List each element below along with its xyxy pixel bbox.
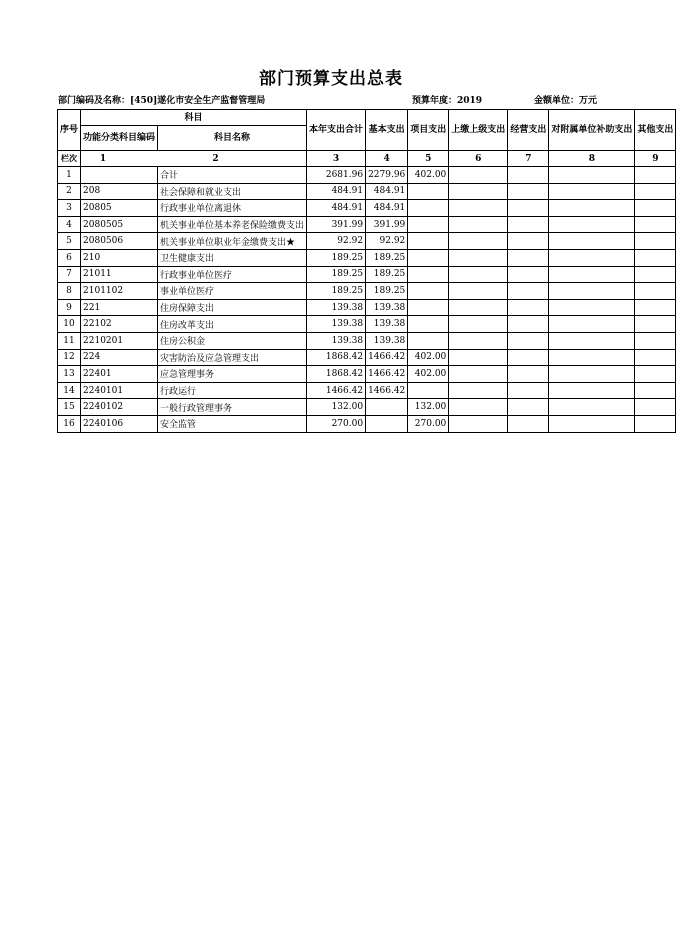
col-index: 3: [307, 151, 366, 167]
cell-upper: [449, 332, 508, 349]
cell-operating: [508, 249, 549, 266]
cell-project: [408, 316, 449, 333]
cell-project: [408, 183, 449, 200]
cell-project: [408, 332, 449, 349]
cell-name: 事业单位医疗: [158, 283, 307, 300]
cell-seq: 2: [58, 183, 81, 200]
header-subsidy: 对附属单位补助支出: [549, 110, 635, 151]
cell-total: 189.25: [307, 283, 366, 300]
cell-upper: [449, 167, 508, 184]
cell-name: 住房改革支出: [158, 316, 307, 333]
cell-seq: 11: [58, 332, 81, 349]
cell-subsidy: [549, 399, 635, 416]
cell-subsidy: [549, 216, 635, 233]
cell-seq: 8: [58, 283, 81, 300]
col-index-label: 栏次: [58, 151, 81, 167]
cell-operating: [508, 316, 549, 333]
table-row: [58, 366, 676, 383]
table-row: [58, 216, 676, 233]
cell-code: 2080505: [81, 216, 158, 233]
cell-operating: [508, 415, 549, 432]
cell-subsidy: [549, 266, 635, 283]
cell-upper: [449, 299, 508, 316]
cell-basic: 139.38: [366, 299, 408, 316]
cell-operating: [508, 382, 549, 399]
table-row: [58, 233, 676, 250]
cell-other: [635, 316, 676, 333]
table-row: [58, 299, 676, 316]
cell-other: [635, 233, 676, 250]
cell-name: 行政运行: [158, 382, 307, 399]
cell-seq: 9: [58, 299, 81, 316]
cell-code: 2210201: [81, 332, 158, 349]
cell-total: 132.00: [307, 399, 366, 416]
cell-total: 391.99: [307, 216, 366, 233]
cell-other: [635, 167, 676, 184]
amount-unit-label: 金额单位：万元: [534, 96, 598, 106]
cell-project: 270.00: [408, 415, 449, 432]
cell-basic: 189.25: [366, 283, 408, 300]
cell-name: 安全监管: [158, 415, 307, 432]
cell-total: 139.38: [307, 316, 366, 333]
table-row: [58, 266, 676, 283]
cell-subsidy: [549, 183, 635, 200]
cell-basic: 484.91: [366, 183, 408, 200]
cell-subsidy: [549, 316, 635, 333]
cell-name: 合计: [158, 167, 307, 184]
cell-total: 92.92: [307, 233, 366, 250]
cell-seq: 14: [58, 382, 81, 399]
cell-project: [408, 200, 449, 217]
cell-other: [635, 283, 676, 300]
cell-basic: 92.92: [366, 233, 408, 250]
cell-basic: 1466.42: [366, 349, 408, 366]
cell-code: 22401: [81, 366, 158, 383]
cell-subsidy: [549, 332, 635, 349]
cell-operating: [508, 299, 549, 316]
cell-project: 402.00: [408, 366, 449, 383]
cell-other: [635, 399, 676, 416]
cell-other: [635, 366, 676, 383]
col-index: 1: [99, 153, 107, 164]
cell-project: 402.00: [408, 349, 449, 366]
col-index: 9: [635, 151, 676, 167]
header-seq: 序号: [58, 110, 81, 151]
cell-basic: 391.99: [366, 216, 408, 233]
cell-code: 208: [81, 183, 158, 200]
cell-upper: [449, 349, 508, 366]
cell-other: [635, 200, 676, 217]
cell-total: 139.38: [307, 332, 366, 349]
page-title: 部门预算支出总表: [259, 69, 403, 89]
header-upper: 上缴上级支出: [449, 110, 508, 151]
cell-name: 行政事业单位医疗: [158, 266, 307, 283]
cell-upper: [449, 216, 508, 233]
cell-operating: [508, 332, 549, 349]
cell-code: 2080506: [81, 233, 158, 250]
cell-project: [408, 382, 449, 399]
col-index: 5: [408, 151, 449, 167]
cell-other: [635, 349, 676, 366]
cell-code: 2240101: [81, 382, 158, 399]
header-project: 项目支出: [408, 110, 449, 151]
cell-total: 2681.96: [307, 167, 366, 184]
cell-name: 机关事业单位基本养老保险缴费支出: [158, 216, 307, 233]
cell-code: 2240106: [81, 415, 158, 432]
col-index: 8: [549, 151, 635, 167]
cell-operating: [508, 200, 549, 217]
table-body: [58, 167, 676, 433]
cell-basic: 139.38: [366, 332, 408, 349]
budget-year-label: 预算年度：2019: [412, 96, 483, 106]
cell-seq: 6: [58, 249, 81, 266]
cell-operating: [508, 366, 549, 383]
cell-code: 22102: [81, 316, 158, 333]
header-code: 功能分类科目编码: [81, 126, 158, 151]
table-row: [58, 183, 676, 200]
cell-name: 机关事业单位职业年金缴费支出★: [158, 233, 307, 250]
cell-seq: 12: [58, 349, 81, 366]
cell-basic: [366, 415, 408, 432]
cell-code: 224: [81, 349, 158, 366]
cell-code: 2240102: [81, 399, 158, 416]
cell-upper: [449, 200, 508, 217]
table-row: [58, 200, 676, 217]
cell-name: 住房保障支出: [158, 299, 307, 316]
cell-code: 221: [81, 299, 158, 316]
cell-code: 20805: [81, 200, 158, 217]
cell-other: [635, 183, 676, 200]
cell-basic: 189.25: [366, 266, 408, 283]
department-label: 部门编码及名称：[450]遂化市安全生产监督管理局: [58, 96, 266, 106]
cell-seq: 3: [58, 200, 81, 217]
col-index: 7: [508, 151, 549, 167]
cell-total: 484.91: [307, 200, 366, 217]
cell-upper: [449, 415, 508, 432]
cell-total: 1466.42: [307, 382, 366, 399]
cell-other: [635, 266, 676, 283]
cell-subsidy: [549, 283, 635, 300]
cell-code: 210: [81, 249, 158, 266]
header-other: 其他支出: [635, 110, 676, 151]
header-operating: 经营支出: [508, 110, 549, 151]
cell-project: [408, 266, 449, 283]
cell-total: 1868.42: [307, 366, 366, 383]
cell-subsidy: [549, 382, 635, 399]
col-index: 6: [449, 151, 508, 167]
cell-upper: [449, 233, 508, 250]
cell-other: [635, 415, 676, 432]
cell-upper: [449, 249, 508, 266]
table-row: [58, 249, 676, 266]
table-row: [58, 332, 676, 349]
cell-name: 住房公积金: [158, 332, 307, 349]
table-row: [58, 399, 676, 416]
cell-name: 社会保障和就业支出: [158, 183, 307, 200]
cell-operating: [508, 283, 549, 300]
header-basic: 基本支出: [366, 110, 408, 151]
cell-seq: 10: [58, 316, 81, 333]
cell-other: [635, 249, 676, 266]
cell-project: [408, 283, 449, 300]
cell-subsidy: [549, 249, 635, 266]
cell-seq: 5: [58, 233, 81, 250]
header-name: 科目名称: [158, 126, 307, 151]
cell-total: 189.25: [307, 249, 366, 266]
cell-name: 应急管理事务: [158, 366, 307, 383]
cell-code: 2101102: [81, 283, 158, 300]
cell-other: [635, 216, 676, 233]
cell-subsidy: [549, 299, 635, 316]
table-row: [58, 415, 676, 432]
cell-operating: [508, 349, 549, 366]
cell-upper: [449, 366, 508, 383]
cell-upper: [449, 266, 508, 283]
cell-seq: 13: [58, 366, 81, 383]
cell-other: [635, 299, 676, 316]
cell-subsidy: [549, 200, 635, 217]
budget-expenditure-table: [57, 109, 676, 433]
cell-other: [635, 382, 676, 399]
cell-project: 402.00: [408, 167, 449, 184]
cell-basic: 1466.42: [366, 382, 408, 399]
cell-upper: [449, 382, 508, 399]
cell-upper: [449, 283, 508, 300]
cell-seq: 16: [58, 415, 81, 432]
cell-basic: 2279.96: [366, 167, 408, 184]
cell-total: 270.00: [307, 415, 366, 432]
cell-subsidy: [549, 167, 635, 184]
cell-code: 21011: [81, 266, 158, 283]
cell-name: 灾害防治及应急管理支出: [158, 349, 307, 366]
cell-project: [408, 249, 449, 266]
cell-operating: [508, 266, 549, 283]
table-row: [58, 382, 676, 399]
table-row: [58, 349, 676, 366]
cell-seq: 7: [58, 266, 81, 283]
cell-seq: 15: [58, 399, 81, 416]
cell-operating: [508, 183, 549, 200]
cell-operating: [508, 216, 549, 233]
cell-project: [408, 233, 449, 250]
cell-subsidy: [549, 415, 635, 432]
cell-project: [408, 299, 449, 316]
cell-total: 1868.42: [307, 349, 366, 366]
cell-name: 一般行政管理事务: [158, 399, 307, 416]
table-row: [58, 283, 676, 300]
col-index: 2: [212, 153, 219, 164]
cell-total: 484.91: [307, 183, 366, 200]
cell-seq: 4: [58, 216, 81, 233]
cell-project: 132.00: [408, 399, 449, 416]
cell-basic: 139.38: [366, 316, 408, 333]
cell-basic: 1466.42: [366, 366, 408, 383]
cell-basic: 484.91: [366, 200, 408, 217]
table-row: [58, 167, 676, 184]
col-index-1-2: [81, 151, 307, 167]
cell-upper: [449, 399, 508, 416]
cell-basic: [366, 399, 408, 416]
cell-project: [408, 216, 449, 233]
col-index: 4: [366, 151, 408, 167]
cell-basic: 189.25: [366, 249, 408, 266]
cell-other: [635, 332, 676, 349]
cell-name: 行政事业单位离退休: [158, 200, 307, 217]
table-row: [58, 316, 676, 333]
cell-code: [81, 167, 158, 184]
header-total: 本年支出合计: [307, 110, 366, 151]
header-subject: 科目: [81, 110, 307, 126]
cell-operating: [508, 399, 549, 416]
cell-upper: [449, 183, 508, 200]
cell-operating: [508, 167, 549, 184]
cell-total: 189.25: [307, 266, 366, 283]
cell-name: 卫生健康支出: [158, 249, 307, 266]
cell-subsidy: [549, 233, 635, 250]
cell-total: 139.38: [307, 299, 366, 316]
cell-operating: [508, 233, 549, 250]
cell-subsidy: [549, 349, 635, 366]
cell-seq: 1: [58, 167, 81, 184]
cell-subsidy: [549, 366, 635, 383]
cell-upper: [449, 316, 508, 333]
